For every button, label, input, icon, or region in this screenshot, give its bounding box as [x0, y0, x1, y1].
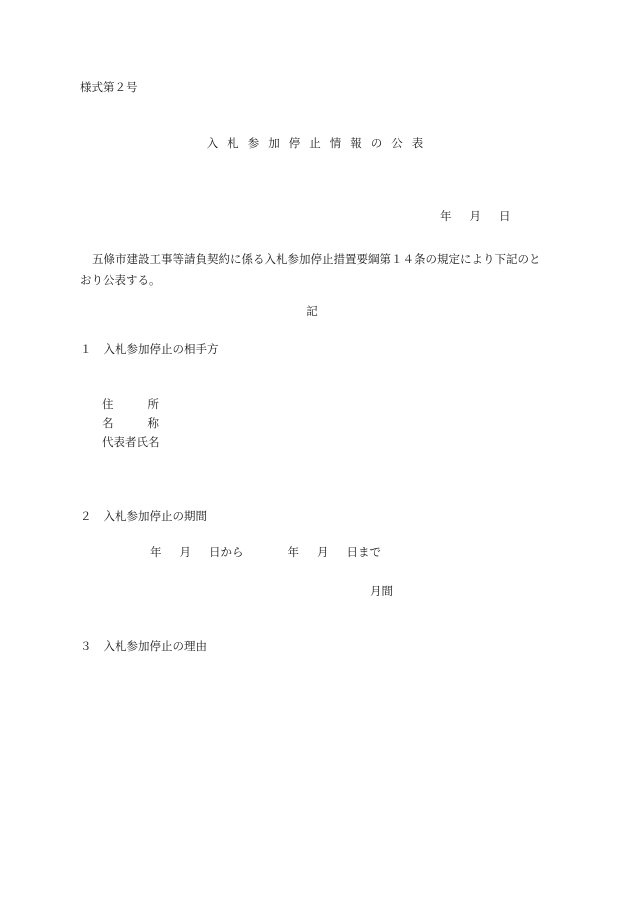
field-address-label-a: 住 — [102, 397, 114, 411]
form-number: 様式第２号 — [80, 80, 138, 94]
field-representative: 代表者氏名 — [102, 435, 160, 449]
title-char: 停 — [288, 136, 301, 150]
period-to-year: 年 — [287, 545, 299, 559]
title-char: 公 — [391, 136, 403, 150]
document-title — [0, 138, 630, 150]
period-from-day: 日から — [209, 545, 244, 559]
field-address — [102, 399, 159, 411]
title-char: の — [370, 136, 383, 150]
period-months: 月間 — [370, 584, 393, 598]
date-day: 日 — [499, 209, 511, 223]
section-3-heading — [80, 641, 207, 653]
title-char: 加 — [268, 136, 280, 150]
field-address-label-b: 所 — [147, 397, 159, 411]
period-to-day: 日まで — [346, 545, 381, 559]
body-text: 五條市建設工事等請負契約に係る入札参加停止措置要綱第１４条の規定により下記のとおり公表する。 — [80, 252, 541, 287]
title-char: 止 — [309, 136, 321, 150]
section-2-number: ２ — [80, 509, 92, 523]
section-1-number: １ — [80, 342, 92, 356]
title-char: 報 — [350, 136, 362, 150]
field-name-label-b: 称 — [147, 416, 159, 430]
date-year: 年 — [440, 209, 452, 223]
title-char: 札 — [227, 136, 239, 150]
title-char: 情 — [329, 136, 342, 150]
section-2-heading — [80, 511, 207, 523]
body-paragraph — [80, 249, 550, 291]
period-line — [150, 547, 381, 559]
title-char: 参 — [247, 136, 260, 150]
section-1-heading — [80, 344, 219, 356]
date-month: 月 — [469, 209, 481, 223]
title-char: 表 — [411, 136, 424, 150]
ki-heading: 記 — [306, 304, 318, 318]
period-from-month: 月 — [179, 545, 191, 559]
period-to-month: 月 — [317, 545, 329, 559]
section-3-title: 入札参加停止の理由 — [103, 639, 207, 653]
period-from-year: 年 — [150, 545, 162, 559]
field-name — [102, 418, 159, 430]
date-line — [440, 211, 511, 223]
title-char: 入 — [206, 136, 219, 150]
section-1-title: 入札参加停止の相手方 — [103, 342, 219, 356]
field-name-label-a: 名 — [102, 416, 114, 430]
section-2-title: 入札参加停止の期間 — [103, 509, 207, 523]
section-3-number: ３ — [80, 639, 92, 653]
